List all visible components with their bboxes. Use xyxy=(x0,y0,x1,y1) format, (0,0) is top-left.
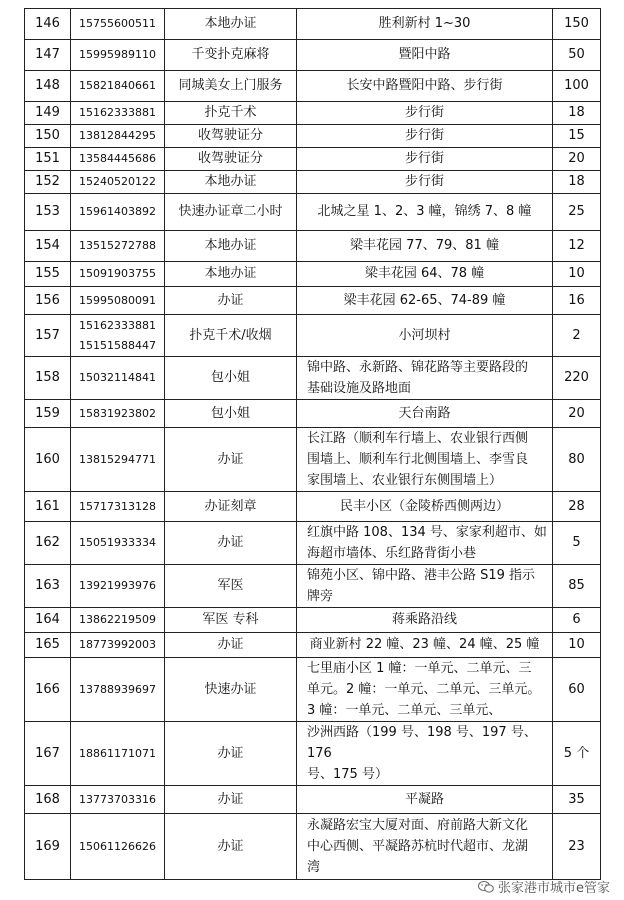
table-row xyxy=(25,171,601,194)
table-row xyxy=(25,814,601,880)
count-cell: 35 xyxy=(553,786,601,814)
phones-line: 15717313128 xyxy=(79,499,156,513)
location-line: 天台南路 xyxy=(398,405,451,421)
phone-cell xyxy=(71,522,165,565)
row-number-cell: 161 xyxy=(25,492,71,522)
phone-cell xyxy=(71,315,165,357)
location-line: 七里庙小区 1 幢：一单元、二单元、三 xyxy=(307,661,532,676)
type-cell: 办证 xyxy=(165,428,297,492)
phone-cell xyxy=(71,71,165,102)
phones-line: 13788939697 xyxy=(79,682,156,696)
location-line: 3 幢：一单元、二单元、三单元、 xyxy=(307,703,502,718)
location-cell xyxy=(297,71,553,102)
count-cell: 18 xyxy=(553,102,601,125)
row-number-cell: 165 xyxy=(25,633,71,658)
count-cell: 12 xyxy=(553,231,601,262)
phone-cell xyxy=(71,171,165,194)
location-line: 红旗中路 108、134 号、家家利超市、如 xyxy=(307,525,547,540)
location-cell xyxy=(297,262,553,287)
location-line: 梁丰花园 62-65、74-89 幢 xyxy=(343,292,506,308)
phone-cell xyxy=(71,428,165,492)
table-row xyxy=(25,148,601,171)
type-cell: 包小姐 xyxy=(165,400,297,428)
row-number-cell: 169 xyxy=(25,814,71,880)
location-cell xyxy=(297,633,553,658)
phone-cell xyxy=(71,357,165,400)
table-row xyxy=(25,428,601,492)
table-row xyxy=(25,102,601,125)
table-row xyxy=(25,315,601,357)
type-cell: 办证刻章 xyxy=(165,492,297,522)
location-cell xyxy=(297,400,553,428)
row-number-cell: 163 xyxy=(25,565,71,608)
phones-line: 13862219509 xyxy=(79,613,156,626)
location-line: 围墙上、顺利车行北侧围墙上、李雪良 xyxy=(307,452,529,467)
table-row xyxy=(25,400,601,428)
location-cell xyxy=(297,315,553,357)
phone-cell xyxy=(71,565,165,608)
location-line: 梁丰花园 64、78 幢 xyxy=(364,266,485,281)
location-cell xyxy=(297,522,553,565)
row-number-cell: 150 xyxy=(25,125,71,148)
count-cell: 150 xyxy=(553,9,601,40)
watermark-text: 张家港市城市e管家 xyxy=(498,881,610,896)
location-line: 长安中路暨阳中路、步行街 xyxy=(346,78,503,93)
phone-cell xyxy=(71,492,165,522)
location-cell xyxy=(297,428,553,492)
phone-cell xyxy=(71,658,165,722)
type-cell: 办证 xyxy=(165,786,297,814)
phones-line: 15755600511 xyxy=(79,17,156,30)
location-cell xyxy=(297,722,553,786)
row-number-cell: 157 xyxy=(25,315,71,357)
count-cell: 10 xyxy=(553,262,601,287)
location-line: 步行街 xyxy=(404,174,444,189)
phones-line: 15162333881 xyxy=(79,106,156,119)
row-number-cell: 148 xyxy=(25,71,71,102)
location-line: 沙洲西路（199 号、198 号、197 号、176 xyxy=(307,725,537,761)
type-cell: 同城美女上门服务 xyxy=(165,71,297,102)
location-line: 北城之星 1、2、3 幢，锦绣 7、8 幢 xyxy=(317,204,532,219)
location-line: 锦中路、永新路、锦花路等主要路段的 xyxy=(307,360,529,375)
location-cell xyxy=(297,287,553,315)
row-number-cell: 168 xyxy=(25,786,71,814)
location-cell xyxy=(297,786,553,814)
location-line: 胜利新村 1~30 xyxy=(378,16,471,31)
type-cell: 快速办证 xyxy=(165,658,297,722)
table-row xyxy=(25,125,601,148)
location-line: 梁丰花园 77、79、81 幢 xyxy=(350,238,499,253)
location-line: 民丰小区（金陵桥西侧两边） xyxy=(339,498,509,514)
row-number-cell: 158 xyxy=(25,357,71,400)
phone-cell xyxy=(71,9,165,40)
type-cell: 扑克千术 xyxy=(165,102,297,125)
type-cell: 快速办证章二小时 xyxy=(165,194,297,231)
location-cell xyxy=(297,9,553,40)
row-number-cell: 166 xyxy=(25,658,71,722)
row-number-cell: 151 xyxy=(25,148,71,171)
phone-cell xyxy=(71,231,165,262)
row-number-cell: 155 xyxy=(25,262,71,287)
table-row xyxy=(25,722,601,786)
table-body xyxy=(25,9,601,880)
phones-line: 13515272788 xyxy=(79,239,156,252)
location-line: 海超市墙体、乐红路背街小巷 xyxy=(307,546,477,561)
row-number-cell: 156 xyxy=(25,287,71,315)
count-cell: 20 xyxy=(553,148,601,171)
type-cell: 扑克千术/收烟 xyxy=(165,315,297,357)
row-number-cell: 149 xyxy=(25,102,71,125)
location-line: 小河坝村 xyxy=(398,327,451,343)
phones-line: 13812844295 xyxy=(79,129,156,142)
location-cell xyxy=(297,148,553,171)
count-cell: 28 xyxy=(553,492,601,522)
phones-line: 15051933334 xyxy=(79,536,156,549)
table-row xyxy=(25,633,601,658)
type-cell: 千变扑克麻将 xyxy=(165,40,297,71)
table-row xyxy=(25,357,601,400)
count-cell: 25 xyxy=(553,194,601,231)
phone-cell xyxy=(71,125,165,148)
phones-line: 15831923802 xyxy=(79,406,156,420)
phones-line: 18773992003 xyxy=(79,638,156,651)
type-cell: 办证 xyxy=(165,814,297,880)
phone-cell xyxy=(71,287,165,315)
phones-line: 15961403892 xyxy=(79,205,156,218)
type-cell: 收驾驶证分 xyxy=(165,148,297,171)
location-cell xyxy=(297,194,553,231)
location-cell xyxy=(297,658,553,722)
location-line: 湾 xyxy=(307,860,321,875)
row-number-cell: 159 xyxy=(25,400,71,428)
type-cell: 军医 xyxy=(165,565,297,608)
phone-cell xyxy=(71,400,165,428)
phone-cell xyxy=(71,194,165,231)
phones-line: 13584445686 xyxy=(79,152,156,165)
count-cell: 50 xyxy=(553,40,601,71)
phone-cell xyxy=(71,40,165,71)
phones-line: 15032114841 xyxy=(79,371,156,384)
data-table xyxy=(24,8,601,880)
watermark xyxy=(478,877,610,896)
phones-line: 15821840661 xyxy=(79,79,156,92)
location-cell xyxy=(297,565,553,608)
location-cell xyxy=(297,357,553,400)
count-cell: 16 xyxy=(553,287,601,315)
type-cell: 军医 专科 xyxy=(165,608,297,633)
phone-cell xyxy=(71,608,165,633)
location-line: 基础设施及路地面 xyxy=(307,381,412,396)
location-line: 号、175 号） xyxy=(307,767,388,782)
location-line: 步行街 xyxy=(404,105,444,120)
location-line: 永凝路宏宝大厦对面、府前路大新文化 xyxy=(307,818,529,833)
phones-line: 15091903755 xyxy=(79,267,156,280)
location-cell xyxy=(297,40,553,71)
row-number-cell: 152 xyxy=(25,171,71,194)
phones-line: 15162333881 xyxy=(79,318,156,332)
table-row xyxy=(25,565,601,608)
count-cell: 60 xyxy=(553,658,601,722)
phones-line: 13815294771 xyxy=(79,452,156,466)
location-line: 蒋乘路沿线 xyxy=(391,612,457,627)
count-cell: 2 xyxy=(553,315,601,357)
type-cell: 收驾驶证分 xyxy=(165,125,297,148)
location-line: 家围墙上、农业银行东侧围墙上） xyxy=(307,473,503,488)
location-cell xyxy=(297,171,553,194)
type-cell: 本地办证 xyxy=(165,9,297,40)
count-cell: 80 xyxy=(553,428,601,492)
row-number-cell: 164 xyxy=(25,608,71,633)
row-number-cell: 154 xyxy=(25,231,71,262)
phones-line: 13921993976 xyxy=(79,579,156,592)
location-line: 锦苑小区、锦中路、港丰公路 S19 指示 xyxy=(307,568,536,583)
table-row xyxy=(25,492,601,522)
location-line: 商业新村 22 幢、23 幢、24 幢、25 幢 xyxy=(309,637,540,652)
count-cell: 5 个 xyxy=(553,722,601,786)
location-cell xyxy=(297,231,553,262)
type-cell: 办证 xyxy=(165,722,297,786)
count-cell: 18 xyxy=(553,171,601,194)
count-cell: 85 xyxy=(553,565,601,608)
phone-cell xyxy=(71,786,165,814)
table-row xyxy=(25,194,601,231)
table-row xyxy=(25,786,601,814)
location-cell xyxy=(297,125,553,148)
location-line: 暨阳中路 xyxy=(398,47,451,62)
phone-cell xyxy=(71,262,165,287)
location-line: 平凝路 xyxy=(404,791,444,807)
count-cell: 10 xyxy=(553,633,601,658)
type-cell: 办证 xyxy=(165,287,297,315)
table-row xyxy=(25,9,601,40)
phone-cell xyxy=(71,814,165,880)
phone-cell xyxy=(71,102,165,125)
phone-cell xyxy=(71,633,165,658)
wechat-icon xyxy=(478,881,494,893)
type-cell: 办证 xyxy=(165,633,297,658)
location-cell xyxy=(297,608,553,633)
table-row xyxy=(25,608,601,633)
location-cell xyxy=(297,102,553,125)
location-cell xyxy=(297,814,553,880)
phones-line: 15240520122 xyxy=(79,175,156,188)
table-row xyxy=(25,231,601,262)
type-cell: 包小姐 xyxy=(165,357,297,400)
count-cell: 6 xyxy=(553,608,601,633)
table-row xyxy=(25,71,601,102)
phones-line: 18861171071 xyxy=(79,746,156,760)
location-line: 步行街 xyxy=(404,151,444,166)
row-number-cell: 146 xyxy=(25,9,71,40)
count-cell: 220 xyxy=(553,357,601,400)
location-line: 长江路（顺利车行墙上、农业银行西侧 xyxy=(307,431,529,446)
row-number-cell: 147 xyxy=(25,40,71,71)
phones-line: 15995989110 xyxy=(79,48,156,61)
type-cell: 办证 xyxy=(165,522,297,565)
row-number-cell: 162 xyxy=(25,522,71,565)
type-cell: 本地办证 xyxy=(165,262,297,287)
count-cell: 5 xyxy=(553,522,601,565)
location-line: 牌旁 xyxy=(307,589,334,604)
count-cell: 15 xyxy=(553,125,601,148)
row-number-cell: 167 xyxy=(25,722,71,786)
type-cell: 本地办证 xyxy=(165,231,297,262)
table-row xyxy=(25,262,601,287)
row-number-cell: 160 xyxy=(25,428,71,492)
count-cell: 100 xyxy=(553,71,601,102)
location-line: 单元。2 幢：一单元、二单元、三单元。 xyxy=(307,682,541,697)
phones-line: 15061126626 xyxy=(79,839,156,853)
table-row xyxy=(25,40,601,71)
location-line: 中心西侧、平凝路苏杭时代超市、龙湖 xyxy=(307,839,529,854)
location-cell xyxy=(297,492,553,522)
phones-line: 13773703316 xyxy=(79,792,156,806)
count-cell: 20 xyxy=(553,400,601,428)
table-row xyxy=(25,287,601,315)
location-line: 步行街 xyxy=(404,128,444,143)
phone-cell xyxy=(71,148,165,171)
phones-line: 15995080091 xyxy=(79,293,156,307)
type-cell: 本地办证 xyxy=(165,171,297,194)
phones-line: 15151588447 xyxy=(79,338,156,352)
row-number-cell: 153 xyxy=(25,194,71,231)
phone-cell xyxy=(71,722,165,786)
table-row xyxy=(25,658,601,722)
count-cell: 23 xyxy=(553,814,601,880)
table-row xyxy=(25,522,601,565)
